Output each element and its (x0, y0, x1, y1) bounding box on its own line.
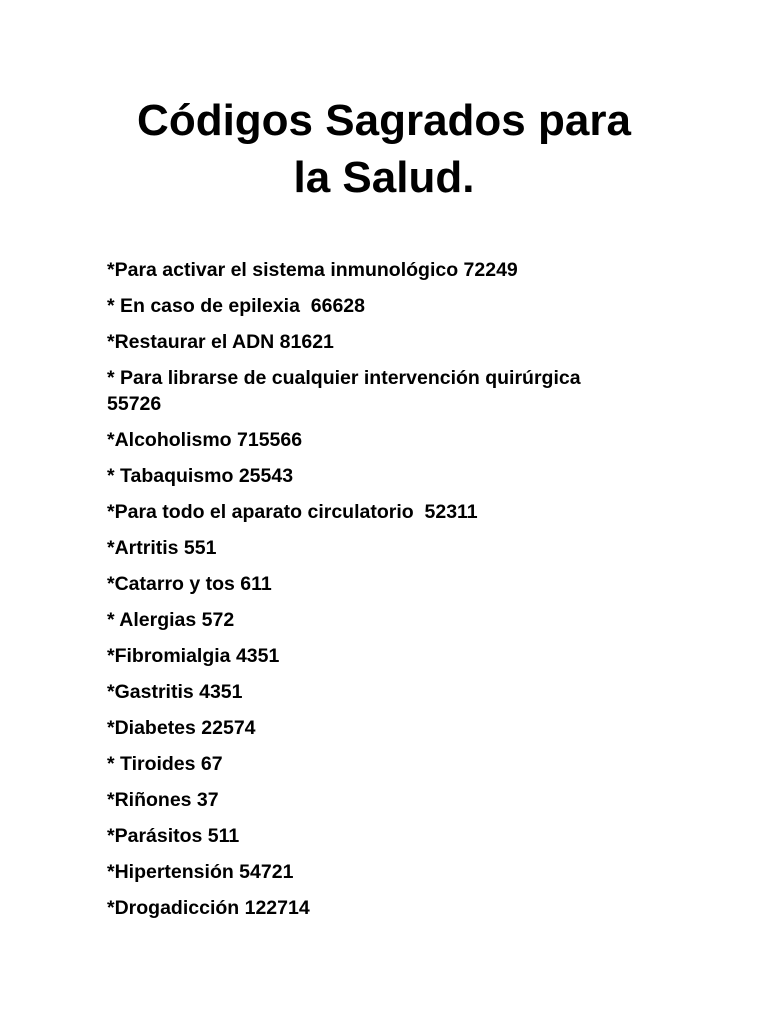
list-item: *Artritis 551 (107, 537, 217, 559)
list-item: * Tiroides 67 (107, 753, 223, 775)
list-item: *Restaurar el ADN 81621 (107, 331, 334, 353)
list-item: *Riñones 37 (107, 789, 219, 811)
list-item: *Gastritis 4351 (107, 681, 243, 703)
list-item: * Para librarse de cualquier intervención quirúrgica 55726 (107, 367, 587, 415)
code-list (107, 257, 667, 931)
title-line-1: Códigos Sagrados para (137, 96, 631, 145)
page-title (0, 92, 768, 206)
list-item: *Para activar el sistema inmunológico 72249 (107, 259, 518, 281)
list-item: *Fibromialgia 4351 (107, 645, 280, 667)
list-item: * Alergias 572 (107, 609, 235, 631)
list-item: *Diabetes 22574 (107, 717, 256, 739)
list-item: * En caso de epilexia 66628 (107, 295, 365, 317)
list-item: *Alcoholismo 715566 (107, 429, 303, 451)
list-item: *Para todo el aparato circulatorio 52311 (107, 501, 478, 523)
title-line-2: la Salud. (293, 153, 475, 202)
list-item: *Drogadicción 122714 (107, 897, 310, 919)
list-item: *Parásitos 511 (107, 825, 240, 847)
list-item: *Catarro y tos 611 (107, 573, 272, 595)
list-item: *Hipertensión 54721 (107, 861, 294, 883)
list-item: * Tabaquismo 25543 (107, 465, 294, 487)
